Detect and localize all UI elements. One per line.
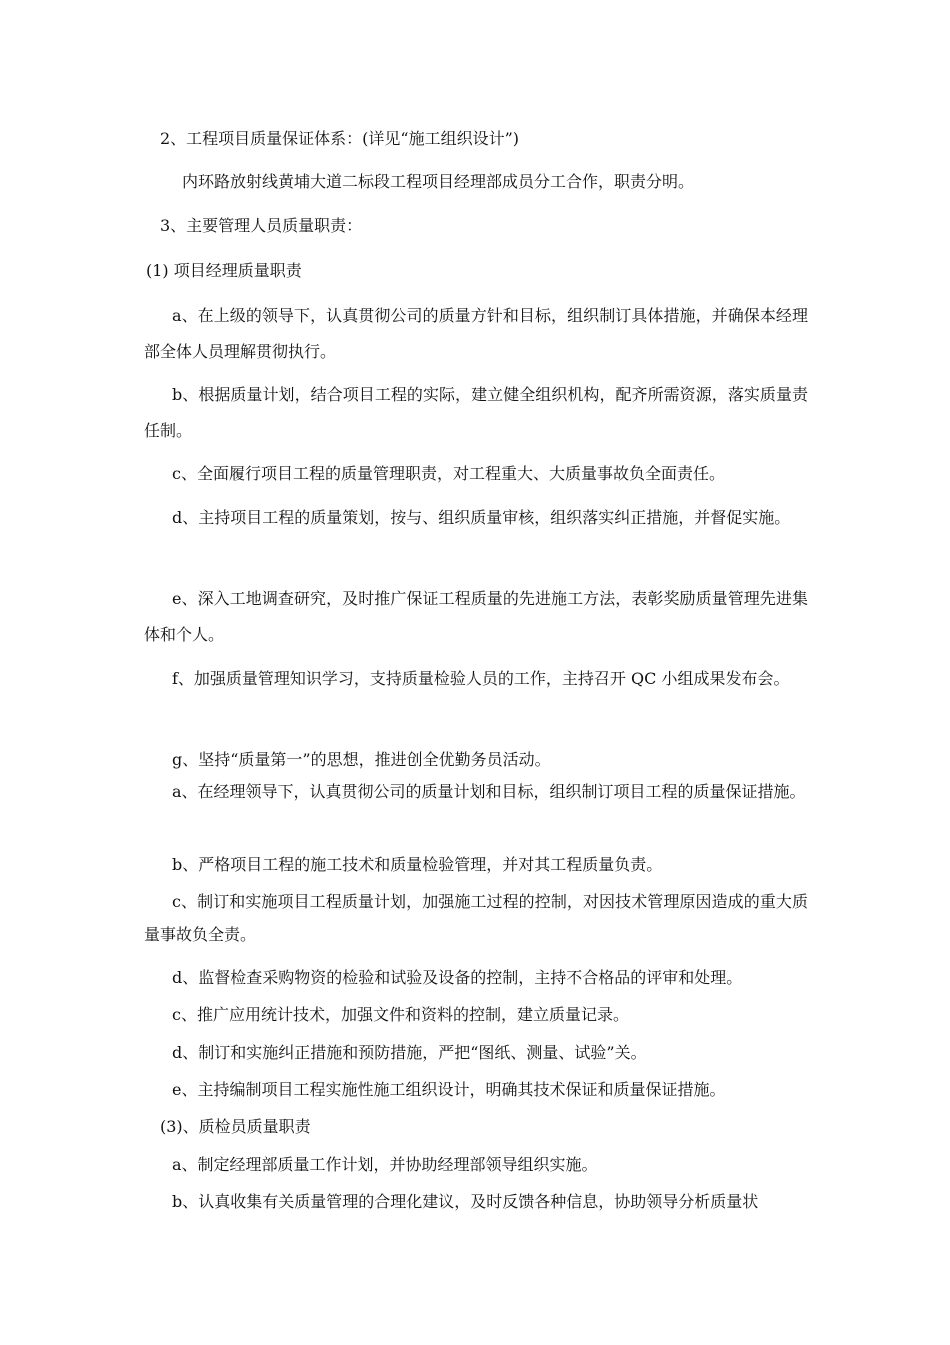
duty-item-g: g、坚持“质量第一”的思想，推进创全优勤务员活动。 <box>172 750 551 769</box>
duty-item-d: d、主持项目工程的质量策划，按与、组织质量审核，组织落实纠正措施，并督促实施。 <box>172 508 791 527</box>
engineer-duty-item-d: d、监督检查采购物资的检验和试验及设备的控制，主持不合格品的评审和处理。 <box>172 968 743 987</box>
engineer-duty-item-e: e、主持编制项目工程实施性施工组织设计，明确其技术保证和质量保证措施。 <box>172 1080 726 1099</box>
engineer-duty-item-c: c、制订和实施项目工程质量计划，加强施工过程的控制，对因技术管理原因造成的重大质量事故负全责。 <box>144 892 808 944</box>
duty-item-e: e、深入工地调查研究，及时推广保证工程质量的先进施工方法，表彰奖励质量管理先进集体和个人。 <box>144 589 808 644</box>
engineer-duty-item-d2: d、制订和实施纠正措施和预防措施，严把“图纸、测量、试验”关。 <box>172 1043 647 1062</box>
inspector-duty-item-a: a、制定经理部质量工作计划，并协助经理部领导组织实施。 <box>172 1155 598 1174</box>
inspector-duty-item-b: b、认真收集有关质量管理的合理化建议，及时反馈各种信息，协助领导分析质量状 <box>172 1192 759 1211</box>
duty-item-b: b、根据质量计划，结合项目工程的实际，建立健全组织机构，配齐所需资源，落实质量责任制。 <box>144 385 808 440</box>
paragraph-division-of-work: 内环路放射线黄埔大道二标段工程项目经理部成员分工合作，职责分明。 <box>182 172 695 191</box>
duty-item-f: f、加强质量管理知识学习，支持质量检验人员的工作，主持召开 QC 小组成果发布会。 <box>172 669 790 688</box>
section-heading-management-duties: 3、主要管理人员质量职责： <box>160 216 363 235</box>
duty-item-c: c、全面履行项目工程的质量管理职责，对工程重大、大质量事故负全面责任。 <box>172 464 725 483</box>
section-heading-quality-system: 2、工程项目质量保证体系：(详见“施工组织设计”) <box>160 129 520 148</box>
engineer-duty-item-c2: c、推广应用统计技术，加强文件和资料的控制，建立质量记录。 <box>172 1005 629 1024</box>
subsection-heading-project-manager: (1) 项目经理质量职责 <box>146 261 302 280</box>
duty-item-a: a、在上级的领导下，认真贯彻公司的质量方针和目标，组织制订具体措施，并确保本经理部全体人员理解贯彻执行。 <box>144 306 808 361</box>
engineer-duty-item-b: b、严格项目工程的施工技术和质量检验管理，并对其工程质量负责。 <box>172 855 663 874</box>
subsection-heading-quality-inspector: (3)、质检员质量职责 <box>160 1117 311 1136</box>
engineer-duty-item-a: a、在经理领导下，认真贯彻公司的质量计划和目标，组织制订项目工程的质量保证措施。 <box>172 782 806 801</box>
